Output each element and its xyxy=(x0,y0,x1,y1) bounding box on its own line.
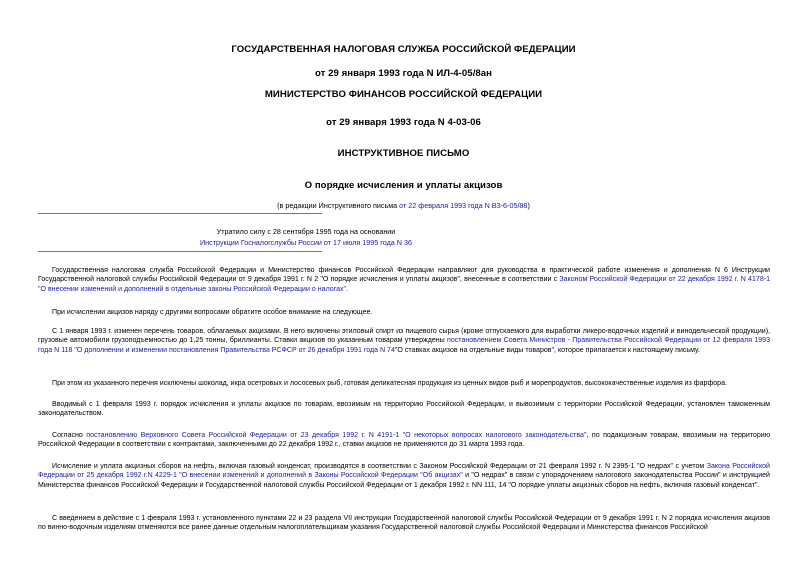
repeal-note xyxy=(38,227,574,247)
resolution-118-link[interactable]: постановлением Совета Министров - Правительства Российской Федерации от 12 февраля 1993 года N 118 "О дополнении и изменении постановления Правительства РСФСР от 26 декабря 1991 года N 74 xyxy=(38,337,770,354)
agency-letter-number: от 29 января 1993 года N ИЛ-4-05/8ан xyxy=(314,68,493,79)
edition-note xyxy=(0,201,807,210)
paragraph-2-text: При исчислении акцизов наряду с другими вопросами обратите особое внимание на следующее. xyxy=(52,309,373,316)
paragraph-3-text: С 1 января 1993 г. изменен перечень товаров, облагаемых акцизами. В него включены этиловый спирт из пищевого сырья (кроме отпускаемого для выработки ликеро-водочных изделий и винодельческой продукции), грузовые автомобили грузоподъемностью до 1,25 тонны, бриллианты. Ставки акцизов по указанным товарам утверждены xyxy=(38,328,770,345)
repeal-link[interactable]: Инструкции Госналогслужбы России от 17 июля 1995 года N 36 xyxy=(200,238,412,247)
paragraph-1 xyxy=(38,266,770,294)
paragraph-8 xyxy=(38,514,770,533)
paragraph-5 xyxy=(38,400,770,419)
paragraph-4 xyxy=(38,379,770,388)
paragraph-8-text: С введением в действие с 1 февраля 1993 г. установленного пунктами 22 и 23 раздела VII инструкции Государственной налоговой службы Российской Федерации от 9 декабря 1991 г. N 2 порядка исчисления акцизов по винно-водочным изделиям отменяются все ранее данные отдельным налогоплательщикам указания Государственной налоговой службы Российской Федерации и Министерства финансов Российской xyxy=(38,515,770,532)
law-4178-link[interactable]: Законом Российской Федерации от 22 декабря 1992 г. N 4178-1 "О внесении изменений и дополнений в отдельные законы Российской Федерации о налогах" xyxy=(38,276,771,293)
paragraph-6-end: , по подакцизным товарам, ввозимым на территорию Российской Федерации в соответствии с контрактами, заключенными до 22 декабря 1992 г., ставки акцизов не применяются до 31 марта 1993 года. xyxy=(38,432,770,449)
document-type: ИНСТРУКТИВНОЕ ПИСЬМО xyxy=(337,148,470,159)
ministry-letter-number: от 29 января 1993 года N 4-03-06 xyxy=(326,117,481,128)
paragraph-7-end: и "О недрах" в связи с упорядочением налогового законодательства России" и инструкцией Министерства финансов Российской Федерации и Государственной налоговой службы Российской Федерации от 1 декабря 1992 г. NN 111, 14 "О порядке уплаты акцизных сборов на нефть, включая газовый конденсат". xyxy=(38,472,770,489)
document-title: О порядке исчисления и уплаты акцизов xyxy=(304,180,503,191)
ministry-heading: МИНИСТЕРСТВО ФИНАНСОВ РОССИЙСКОЙ ФЕДЕРАЦИИ xyxy=(264,89,543,100)
paragraph-5-text: Вводимый с 1 февраля 1993 г. порядок исчисления и уплаты акцизов по товарам, ввозимым на территорию Российской Федерации, и вывозимым с территории Российской Федерации, установлен таможенным законодательством. xyxy=(38,401,770,418)
paragraph-7-text: Исчисление и уплата акцизных сборов на нефть, включая газовый конденсат, производятся в соответствии с Законом Российской Федерации от 21 февраля 1992 г. N 2395-1 "О недрах" с учетом xyxy=(52,463,707,470)
divider-bottom xyxy=(38,251,322,252)
paragraph-3 xyxy=(38,327,770,355)
paragraph-3-end: "О ставках акцизов на отдельные виды товаров", которое прилагается к настоящему письму. xyxy=(394,346,700,354)
agency-heading: ГОСУДАРСТВЕННАЯ НАЛОГОВАЯ СЛУЖБА РОССИЙСКОЙ ФЕДЕРАЦИИ xyxy=(231,44,576,55)
paragraph-7 xyxy=(38,462,770,490)
edition-prefix: (в редакции Инструктивного письма xyxy=(277,201,400,210)
edition-suffix: ) xyxy=(527,201,530,210)
paragraph-4-text: При этом из указанного перечня исключены шоколад, икра осетровых и лососевых рыб, готовая деликатесная продукция из ценных видов рыб и морепродуктов, высококачественные изделия из фарфора. xyxy=(52,380,727,387)
paragraph-6 xyxy=(38,431,770,450)
paragraph-2 xyxy=(38,308,770,317)
resolution-4191-link[interactable]: постановлению Верховного Совета Российской Федерации от 23 декабря 1992 г. N 4191-1 "О некоторых вопросах налогового законодательства" xyxy=(86,432,587,439)
edition-link[interactable]: от 22 февраля 1993 года N ВЗ-6-05/88 xyxy=(399,201,528,210)
paragraph-1-text: Государственная налоговая служба Российской Федерации и Министерство финансов Российской Федерации направляют для руководства в практической работе изменения и дополнения N 6 Инструкции Государственной налоговой службы Российской Федерации от 9 декабря 1991 г. N 2 "О порядке исчисления и уплаты акцизов", внесенные в соответствии с xyxy=(38,267,770,284)
law-4229-link[interactable]: Закона Российской Федерации от 25 декабря 1992 г.N 4229-1 "О внесении изменений и дополнений в Законы Российской Федерации "Об акцизах" xyxy=(38,463,770,480)
paragraph-1-end: . xyxy=(346,285,349,293)
repeal-text: Утратило силу с 28 сентября 1995 года на основании xyxy=(216,227,396,236)
divider-top xyxy=(38,213,322,214)
paragraph-6-text: Согласно xyxy=(52,432,87,439)
